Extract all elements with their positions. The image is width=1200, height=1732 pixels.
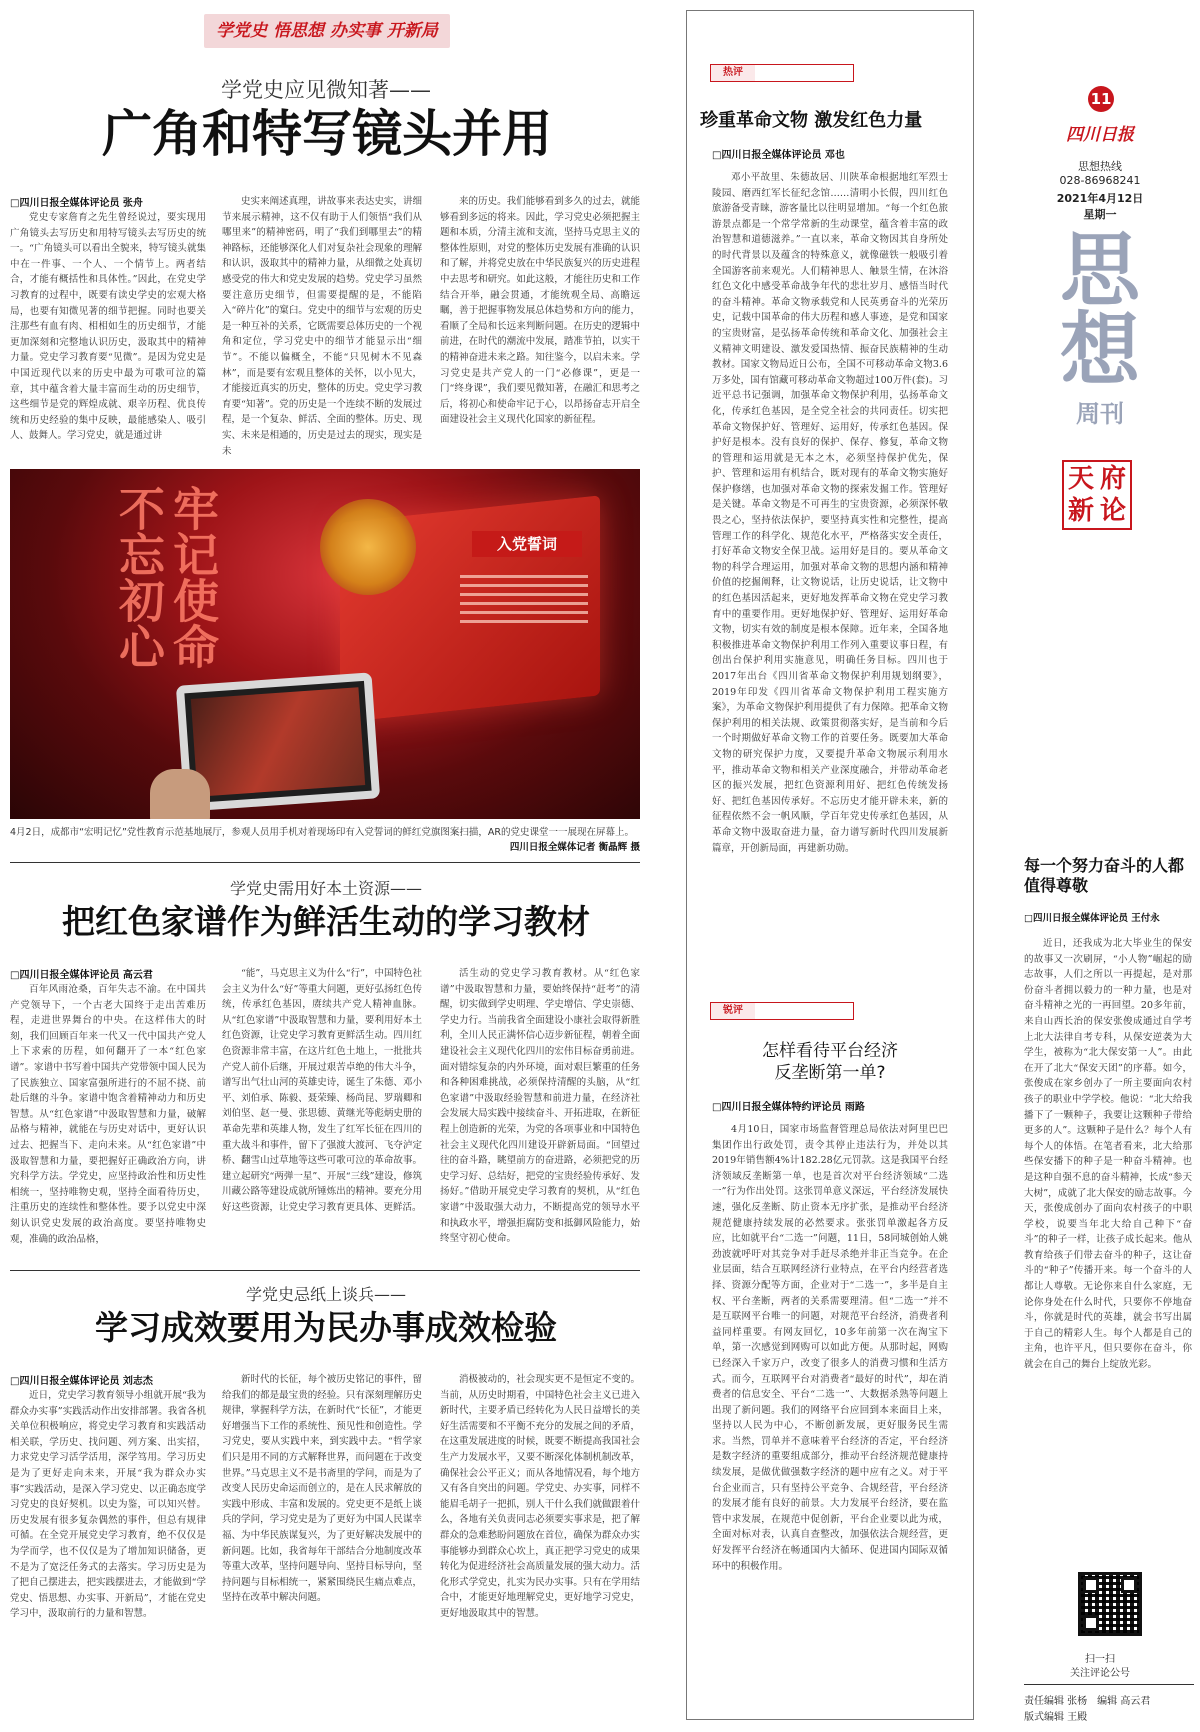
seal-char: 府 xyxy=(1100,464,1127,494)
qr-caption-line1: 扫一扫 xyxy=(1085,1654,1115,1665)
article2-col-2: “能”，马克思主义为什么“行”，中国特色社会主义为什么“好”等重大问题，更好弘扬红色传统，传承红色基因，赓续共产党人精神血脉。从“红色家谱”中汲取智慧和力量，要利用好本土红色资源，让党史学习教育更鲜活生动。四川红色资源非常丰富，在这片红色土地上，一批批共产党人前仆后继，开展过艰苦卓绝的伟大斗争，谱写出气壮山河的英雄史诗，诞生了朱德、邓小平、刘伯承、陈毅、聂荣臻、杨尚昆、罗瑞卿和刘伯坚、赵一曼、张思德、黄继光等彪炳史册的革命先辈和英雄人物，发生了红军长征在四川的重大战斗和事件，留下了强渡大渡河、飞夺泸定桥、翻雪山过草地等这些可歌可泣的革命故事。建立起研究“两弹一星”、开展“三线”建设，修筑川藏公路等建设成就所锤炼出的精神。要充分用好这些资源，让党史学习教育更具体、更鲜活。 xyxy=(222,968,422,1213)
party-emblem xyxy=(320,499,416,595)
tag-hot-review xyxy=(710,64,854,82)
section-banner: 学党史 悟思想 办实事 开新局 xyxy=(204,14,450,48)
news-photo xyxy=(10,469,640,819)
divider xyxy=(10,862,640,863)
hotline-label: 思想热线 xyxy=(1078,160,1122,173)
oath-text-lines xyxy=(460,569,588,629)
mid-article1-headline: 珍重革命文物 激发红色力量 xyxy=(700,110,923,131)
mid-article1-body: 邓小平故里、朱德故居、川陕革命根据地红军烈士陵园、磨西红军长征纪念馆……清明小长假，四川红色旅游备受青睐，游客量比以往明显增加。“每一个红色旅游景点都是一个常学常新的生动课堂，蕴含着丰富的政治智慧和道德滋养。”一直以来，革命文物因其自身所处的时代背景以及蕴含的特殊意义，就像磁铁一般吸引着全国游客前来观光。人们精神思人、触景生情，在沐浴红色文化中感受革命战争年代的悲壮岁月、感悟当时代的奋斗精神。革命文物承载党和人民英勇奋斗的光荣历史，记载中国革命的伟大历程和感人事迹，是党和国家的宝贵财富，是弘扬革命传统和革命文化、加强社会主义精神文明建设、激发爱国热情、振奋民族精神的生动教材。国家文物局近日公布，全国不可移动革命文物3.6万多处，国有馆藏可移动革命文物超过100万件(套)。习近平总书记强调，加强革命文物保护利用，弘扬革命文化，传承红色基因，是全党全社会的共同责任。切实把革命文物保护好、管理好、运用好，传承红色基因。保护好是根本。没有良好的保护、保存、修复，革命文物的管理和运用就是无本之木，必须坚持保护优先，保护、管理和运用有机结合，既对现有的革命文物实施好保护修缮，也加强对革命文物的探索发掘工作。管理好是关键。革命文物是不可再生的宝贵资源，必须深怀敬畏之心，坚持依法保护，要坚持真实性和完整性，提高管理工作的科学化、规范化水平，严格落实安全责任，打好革命文物安全保卫战。运用好是目的。要从革命文物的科学合理运用，加强对革命文物的思想内涵和精神价值的挖掘阐释，让文物说话，让历史说话，让文物中的红色基因活起来，更好地发挥革命文物在党史学习教育中的重要作用。更好地保护好、管理好、运用好革命文物，切实有效的制度是根本保障。近年来，全国各地积极推进革命文物保护利用工作列入重要议事日程，有创出台保护利用实施意见，明确任务目标。四川也于2017年出台《四川省革命文物保护利用规划纲要》，2019年印发《四川省革命文物保护利用工程实施方案》，为革命文物保护利用提供了有力保障。把革命文物保护利用的相关法规、政策贯彻落实好，是当前和今后一个时期做好革命文物工作的首要任务。既要加大革命文物的研究保护力度，又要提升革命文物展示利用水平，推动革命文物和相关产业深度融合，并带动革命老区的振兴发展，把红色资源利用好、把红色传统发扬好、把红色基因传承好。不忘历史才能开辟未来，新的征程依然不会一帆风顺，学百年党史传承红色基因，从革命文物中汲取奋进力量，奋力谱写新时代四川发展新篇章，开创新局面，再建新功勋。 xyxy=(712,172,948,854)
article1-headline: 广角和特写镜头并用 xyxy=(102,105,552,163)
article1-col-3: 来的历史。我们能够看到多久的过去，就能够看到多远的将来。因此，学习党史必须把握主题和本质，分清主流和支流，坚持马克思主义的整体性原则，对党的整体历史发展有准确的认识和了解，并将党史放在中华民族复兴的历史进程中去思考和研究。如此这般，才能往历史和工作结合开举，融会贯通，才能统观全局、高瞻远瞩，善于把握事物发展总体趋势和方向的能力，看顺了全局和长远来判断问题。在历史的逻辑中前进，在时代的潮流中发展，踏准节拍，以实干的精神奋进未来之路。知往鉴今，以启未来。学习党史是共产党人的一门“必修课”，更是一门“终身课”，我们要见微知著，在融汇和思考之后，将初心和使命牢记于心，以昂扬奋志开启全面建设社会主义现代化国家的新征程。 xyxy=(440,196,640,426)
tag-sharp-review xyxy=(710,1002,854,1020)
divider xyxy=(1024,1684,1194,1685)
photo-calligraphy-right: 牢记使命 xyxy=(166,485,220,669)
editor-credits-line1: 责任编辑 张杨 编辑 高云君 xyxy=(1024,1696,1151,1707)
qr-caption-line2: 关注评论公号 xyxy=(1070,1668,1130,1679)
article3-col-2: 新时代的长征，每个被历史铭记的事件，留给我们的都是最宝贵的经验。只有深刻理解历史规律，掌握科学方法，在新时代“长征”，才能更好增强当下工作的系统性、预见性和创造性。学习党史，要从实践中来，到实践中去。“哲学家们只是用不同的方式解释世界，而问题在于改变世界。”马克思主义不是书斋里的学问，而是为了改变人民历史命运而创立的，是在人民求解放的实践中形成、丰富和发展的。党史更不是纸上谈兵的学问，学习党史是为了更好为中国人民谋幸福、为中华民族谋复兴，为了更好解决发展中的新问题。比如，我省每年干部结合分地制度改革等重大改革，坚持问题导向、坚持目标导向，坚持问题与目标相统一，紧紧围绕民生痛点难点，坚持在改革中解决问题。 xyxy=(222,1374,422,1604)
seal-char: 论 xyxy=(1100,496,1127,526)
issue-date: 2021年4月12日 xyxy=(1056,192,1144,205)
photo-credit: 四川日报全媒体记者 衡晶辉 摄 xyxy=(509,842,640,853)
article2-byline: □四川日报全媒体评论员 高云君 xyxy=(10,970,153,981)
oath-title: 入党誓词 xyxy=(472,531,582,557)
section-char-1: 思 xyxy=(1060,223,1140,317)
article1-col-2: 史实来阐述真理，讲故事来表达史实，讲细节来展示精神，这不仅有助于人们领悟“我们从哪里来”的精神密码，明了“我们到哪里去”的精神路标，还能够深化人们对复杂社会现象的理解和认识，汲取其中的精神力量，从细微之处真切感受党的伟大和党史发展的趋势。党史学习虽然要注意历史细节，但需要提醒的是，不能陷入“碎片化”的窠臼。党史中的细节与宏观的历史是一种互补的关系，它既需要总体历史的一个视角和定位，学习党史中的细节才能显示出“细节”。不能以偏概全，不能“只见树木不见森林”，而是要有宏观且整体的关怀，以小见大，才能接近真实的历史，整体的历史。党史学习教育要“知著”。党的历史是一个连续不断的发展过程，是一个复杂、鲜活、全面的整体。历史、现实、未来是相通的，历史是过去的现实，现实是未 xyxy=(222,196,422,457)
article2-kicker: 学党史需用好本土资源—— xyxy=(229,879,422,898)
mid-article2-byline: □四川日报全媒体特约评论员 雨路 xyxy=(712,1102,865,1113)
newspaper-logo: 四川日报 xyxy=(1066,125,1134,145)
article1-col-1: 党史专家詹育之先生曾经说过，要实现用广角镜头去写历史和用特写镜头去写历史的统一。“广角镜头可以看出全貌来，特写镜头就集中在一件事、一个人、一个情节上。两者结合，才能有概括性和具体性。”因此，在党史学习教育的过程中，既要有读史学史的宏观大格局，也要有知微见著的细节把握。同时也要关注那些有血有肉、相相如生的历史细节，才能更加深刻和完整地认识历史，汲取其中的精神力量。党史学习教育要“见微”。是因为党史是中国近现代以来的历史中最为可歌可泣的篇章，其中蕴含着大量丰富而生动的历史细节，这些细节是党的辉煌成就、艰辛历程、优良传统和历史经验的集中反映，最能感染人、吸引人、鼓舞人。学习党史，就是通过讲 xyxy=(10,212,206,442)
sidebar-column-headline: 每一个努力奋斗的人都值得尊敬 xyxy=(1024,856,1185,895)
article3-col-3: 消极被动的，社会现实更不是恒定不变的。当前，从历史时期看，中国特色社会主义已进入新时代，主要矛盾已经转化为人民日益增长的美好生活需要和不平衡不充分的发展之间的矛盾，在这重发展进度的时候，既要不断提高我国社会生产力发展水平，又要不断深化体制机制改革，确保社会公平正义；而从各地情况看，每个地方又有各自突出的问题。学党史、办实事，同样不能眉毛胡子一把抓，别人干什么我们就做跟着什么，各地有关负责同志必须要实事求是，把了解群众的急难愁盼问题放在首位，确保为群众办实事能够办到群众心坎上，真正把学习党史的成果转化为促进经济社会高质量发展的强大动力。活化形式学党史，扎实为民办实事。只有在学用结合中，才能更好地理解党史，更好地学习党史，更好地汲取其中的智慧。 xyxy=(440,1374,640,1619)
mid-article2-body: 4月10日，国家市场监督管理总局依法对阿里巴巴集团作出行政处罚，责令其停止违法行为，并处以其2019年销售额4%计182.28亿元罚款。这是我国平台经济领域反垄断第一单，也是首次对平台经济领域“二选一”行为作出处罚。这张罚单意义深远，平台经济发展快速，强化反垄断、防止资本无序扩张，是推动平台经济规范健康持续发展的必然要求。张张罚单激起各方反应，比如就平台“二选一”问题，11日，58同城创始人姚劲波就呼吁对其竞争对手赶尽杀绝并非正当竞争。在企业层面，结合互联网经济行业特点，在平台内经营者选择、资源分配等方面，企业对于“二选一”，多半是自主权、平台垄断，两者的关系需要理清。但“二选一”并不是互联网平台唯一的问题，对规范平台经济，消费者利益同样重要。有网友回忆，10多年前第一次在淘宝下单，第一次感觉到网购可以如此方便。从那时起，网购已经深入千家万户，改变了很多人的消费习惯和生活方式。而今，互联网平台对消费者“最好的时代”，却在消费者的信息安全、平台“二选一”、大数据杀熟等问题上出现了新问题。我们的网络平台应回到本来面目上来，坚持以人民为中心，不断创新发展，更好服务民生需求。当然，罚单并不意味着平台经济的否定，平台经济是数字经济的重要组成部分，推动平台经济规范健康持续发展，是做优做强数字经济的题中应有之义。对于平台企业而言，只有坚持公平竞争、合规经营，平台经济的发展才能有良好的前景。大力发展平台经济，要在监管中求发展，在规范中促创新，平台企业要以此为戒，全面对标对表，认真自查整改，加强依法合规经营，更好发挥平台经济在畅通国内大循环、促进国内国际双循环中的积极作用。 xyxy=(712,1124,948,1572)
page-number-badge: 11 xyxy=(1088,86,1114,112)
article2-col-3: 活生动的党史学习教育教材。从“红色家谱”中汲取智慧和力量，要始终保持“赶考”的清醒，切实做到学史明理、学史增信、学史崇德、学史力行。当前我省全面建设小康社会取得新胜利，全川人民正满怀信心迈步新征程，朝着全面建设社会主义现代化四川的宏伟目标奋勇前进。面对错综复杂的内外环境，面对艰巨繁重的任务和各种困难挑战，必须保持清醒的头脑，从“红色家谱”中汲取经验智慧和前进力量，在经济社会发展大局实践中接续奋斗、开拓进取，在新征程上创造新的光荣，为党的各项事业和中国特色社会主义现代化四川建设开辟新局面。“回望过往的奋斗路，眺望前方的奋进路，必须把党的历史学习好、总结好，把党的宝贵经验传承好、发扬好。”借助开展党史学习教育的契机，从“红色家谱”中汲取强大动力，不断提高党的领导水平和执政水平，增强拒腐防变和抵御风险能力，始终坚守初心使命。 xyxy=(440,968,640,1245)
sidebar-column-byline: □四川日报全媒体评论员 王付永 xyxy=(1024,913,1160,924)
photo-caption xyxy=(10,825,640,855)
photo-calligraphy-left: 不忘初心 xyxy=(112,485,166,669)
section-char-2: 想 xyxy=(1060,303,1140,397)
article3-headline: 学习成效要用为民办事成效检验 xyxy=(95,1308,557,1347)
article1-byline: □四川日报全媒体评论员 张舟 xyxy=(10,198,143,209)
editor-credits-line2: 版式编辑 王殿 xyxy=(1024,1712,1088,1723)
mid-article1-byline: □四川日报全媒体评论员 邓也 xyxy=(712,150,845,161)
article1-kicker: 学党史应见微知著—— xyxy=(221,78,431,102)
seal-char: 天 xyxy=(1068,464,1095,494)
photo-caption-text: 4月2日，成都市“宏明记忆”党性教育示范基地展厅，参观人员用手机对着现场印有入党誓词的鲜红党旗图案扫描，AR的党史课堂一一展现在屏幕上。 xyxy=(10,827,635,838)
issue-weekday: 星期一 xyxy=(1083,208,1117,221)
article3-kicker: 学党史忌纸上谈兵—— xyxy=(245,1285,406,1304)
seal-char: 新 xyxy=(1068,496,1095,526)
column-seal-tianfu-xinlun xyxy=(1062,460,1132,530)
article2-headline: 把红色家谱作为鲜活生动的学习教材 xyxy=(62,902,590,941)
article2-col-1: 百年风雨沧桑，百年失志不渝。在中国共产党领导下，一个古老大国终于走出苦难历程，走进世界舞台的中央。在这样伟大的时刻，我们回顾百年来一代又一代中国共产党人上下求索的历程，如何翻开了一本“红色家谱”。家谱中书写着中国共产党带领中国人民为了民族独立、国家富强所进行的不屈不挠、前赴后继的斗争。家谱中饱含着精神动力和历史智慧。从“红色家谱”中汲取智慧和力量，破解品格与精神，就能在与历史对话中，更好认识过去、把握当下、走向未来。从“红色家谱”中汲取智慧和力量，要把握好正确政治方向，讲究科学方法。学党史，应坚持政治性和历史性相统一，坚持唯物史观，坚持全面看待历史，注重历史的连续性和整体性。要予以党史中深刻认识党史发展的政治高度。要坚持唯物史观，准确的政治品格， xyxy=(10,984,206,1245)
section-weekly-label: 周刊 xyxy=(1076,399,1124,428)
article3-byline: □四川日报全媒体评论员 刘志杰 xyxy=(10,1376,153,1387)
sidebar-column-body: 近日，还我成为北大毕业生的保安的故事又一次刷屏，“小人物”崛起的励志故事，人们之所以一再提起，是对那份奋斗者拥以毅力的一种力量，也是对奋斗精神之光的一再回望。20多年前，来自山西长治的保安张俊成通过自学考上北大法律自考专科，从保安逆袭为大学生，被称为“北大保安第一人”。由此在开了北大“保安天团”的序幕。如今，张俊成在家乡创办了一所主要面向农村孩子的职业中学学校。他说：“北大给我播下了一颗种子，我要让这颗种子带给更多的人”。这颗种子是什么？每个人有每个人的体悟。在笔者看来，北大给那些保安播下的种子是一种奋斗精神。也是这种自强不息的奋斗精神，长成“参天大树”，成就了北大保安的励志故事。今天，张俊成创办了面向农村孩子的中职学校，说要当年北大给自己种下“奋斗”的种子一样，让孩子成长起来。他从教育给孩子们带去奋斗的种子，这让奋斗的“种子”传播开来。每一个奋斗的人都让人尊敬。无论你来自什么家庭，无论你身处在什么时代，只要你不停地奋斗，你就是时代的英雄，就会书写出属于自己的精彩人生。每个人都是自己的主角，也许平凡，但只要你在奋斗，你就会在自己的舞台上绽放光彩。 xyxy=(1024,938,1192,1371)
article3-col-1: 近日，党史学习教育领导小组就开展“我为群众办实事”实践活动作出安排部署。我省各机关单位积极响应，将党史学习教育和实践活动相关联，学历史、找问题、列方案、出实招，力求党史学习活学活用，深学笃用。学习历史是为了更好走向未来，开展“我为群众办实事”实践活动，是深入学习党史、以正确态度学习党史的良好契机。以史为鉴，可以知兴替。历史发展有很多复杂偶然的事件，但总有规律可循。在全党开展党史学习教育，绝不仅仅是为学而学，也不仅仅是为了增加知识储备，更不是为了宽泛任务式的去落实。学习历史是为了把自己摆进去，把实践摆进去，才能做到“学党史、悟思想、办实事、开新局”，才能在党史学习中，汲取前行的力量和智慧。 xyxy=(10,1390,206,1620)
qr-code[interactable] xyxy=(1078,1572,1142,1636)
mid-article2-headline: 怎样看待平台经济 反垄断第一单? xyxy=(762,1041,898,1083)
tag-label: 热评 xyxy=(711,65,755,81)
tag-label: 锐评 xyxy=(711,1003,755,1019)
divider xyxy=(10,1270,640,1271)
hand xyxy=(150,769,210,819)
hotline-number: 028-86968241 xyxy=(1059,174,1141,187)
